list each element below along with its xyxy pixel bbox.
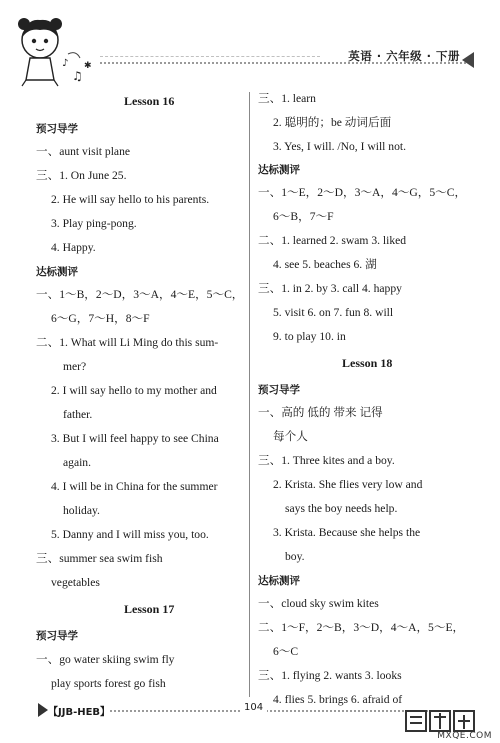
answer-line: 2. Krista. She flies very low and — [273, 478, 423, 491]
section-heading: 达标测评 — [258, 164, 300, 176]
answer-line: again. — [63, 456, 92, 469]
header-dashed-line — [100, 56, 320, 57]
answer-line: 一、cloud sky swim kites — [258, 597, 379, 610]
answer-line: 3. Play ping-pong. — [51, 217, 137, 230]
answer-line: 2. 聪明的；be 动词后面 — [273, 116, 392, 129]
answer-line: 3. Krista. Because she helps the — [273, 526, 421, 539]
cartoon-girl-mascot-icon — [6, 10, 116, 90]
lesson-heading: Lesson 18 — [342, 356, 393, 370]
answer-line: 每个人 — [273, 430, 308, 443]
column-divider — [249, 92, 250, 697]
answer-line: 4. I will be in China for the summer — [51, 480, 218, 493]
answer-line: 9. to play 10. in — [273, 330, 346, 343]
answer-line: 二、1～F，2～B，3～D，4～A，5～E， — [258, 621, 465, 634]
answer-line: 3. Yes, I will. /No, I will not. — [273, 140, 407, 153]
answer-line: says the boy needs help. — [285, 502, 398, 515]
section-heading: 达标测评 — [36, 266, 78, 278]
answer-line: 6～C — [273, 645, 299, 658]
header-triangle-icon — [462, 52, 474, 68]
answer-line: 三、1. flying 2. wants 3. looks — [258, 669, 402, 682]
section-heading: 预习导学 — [36, 123, 78, 135]
section-heading: 达标测评 — [258, 575, 300, 587]
answer-line: 4. see 5. beaches 6. 湖 — [273, 258, 377, 271]
answer-line: 二、1. What will Li Ming do this sum- — [36, 336, 219, 349]
answer-line: 6～B，7～F — [273, 210, 334, 223]
section-heading: 预习导学 — [36, 630, 78, 642]
answer-line: 5. Danny and I will miss you, too. — [51, 528, 209, 541]
edition-code: 【JJB-HEB】 — [48, 707, 111, 718]
answer-line: father. — [63, 408, 93, 421]
svg-text:♪: ♪ — [62, 58, 69, 69]
svg-text:♫: ♫ — [72, 69, 83, 83]
page-number: 104 — [240, 702, 267, 713]
answer-line: vegetables — [51, 576, 100, 589]
answer-line: 三、summer sea swim fish — [36, 552, 163, 565]
page-header — [0, 0, 500, 92]
footer-triangle-icon — [38, 703, 48, 717]
answer-line: 二、1. learned 2. swam 3. liked — [258, 234, 407, 247]
answer-line: 三、1. learn — [258, 92, 316, 105]
answer-line: 三、1. Three kites and a boy. — [258, 454, 395, 467]
answer-line: 一、1～B，2～D，3～A，4～E，5～C， — [36, 288, 244, 301]
answer-line: play sports forest go fish — [51, 677, 166, 690]
lesson-heading: Lesson 16 — [124, 94, 175, 108]
answer-line: 6～G，7～H，8～F — [51, 312, 150, 325]
lesson-heading: Lesson 17 — [124, 602, 175, 616]
answer-line: 4. flies 5. brings 6. afraid of — [273, 693, 403, 706]
answer-line: 三、1. in 2. by 3. call 4. happy — [258, 282, 402, 295]
answer-line: 三、1. On June 25. — [36, 169, 127, 182]
answer-line: 一、高的 低的 带来 记得 — [258, 406, 383, 419]
answer-line: 2. I will say hello to my mother and — [51, 384, 217, 397]
watermark-text: MXQE.COM — [437, 731, 492, 741]
answer-line: 2. He will say hello to his parents. — [51, 193, 210, 206]
answer-line: 4. Happy. — [51, 241, 96, 254]
svg-text:✱: ✱ — [84, 61, 92, 71]
page-footer — [0, 695, 500, 743]
answer-line: boy. — [285, 550, 305, 563]
answer-line: 3. But I will feel happy to see China — [51, 432, 219, 445]
answer-line: 一、go water skiing swim fly — [36, 653, 175, 666]
section-heading: 预习导学 — [258, 384, 300, 396]
footer-dotted-line — [110, 710, 440, 712]
book-title: 英语 · 六年级 · 下册 — [348, 49, 460, 63]
answer-line: 一、1～E，2～D，3～A，4～G，5～C， — [258, 186, 467, 199]
answer-line: holiday. — [63, 504, 100, 517]
answer-line: 5. visit 6. on 7. fun 8. will — [273, 306, 394, 319]
answer-line: 一、aunt visit plane — [36, 145, 131, 158]
answer-line: mer? — [63, 360, 87, 373]
